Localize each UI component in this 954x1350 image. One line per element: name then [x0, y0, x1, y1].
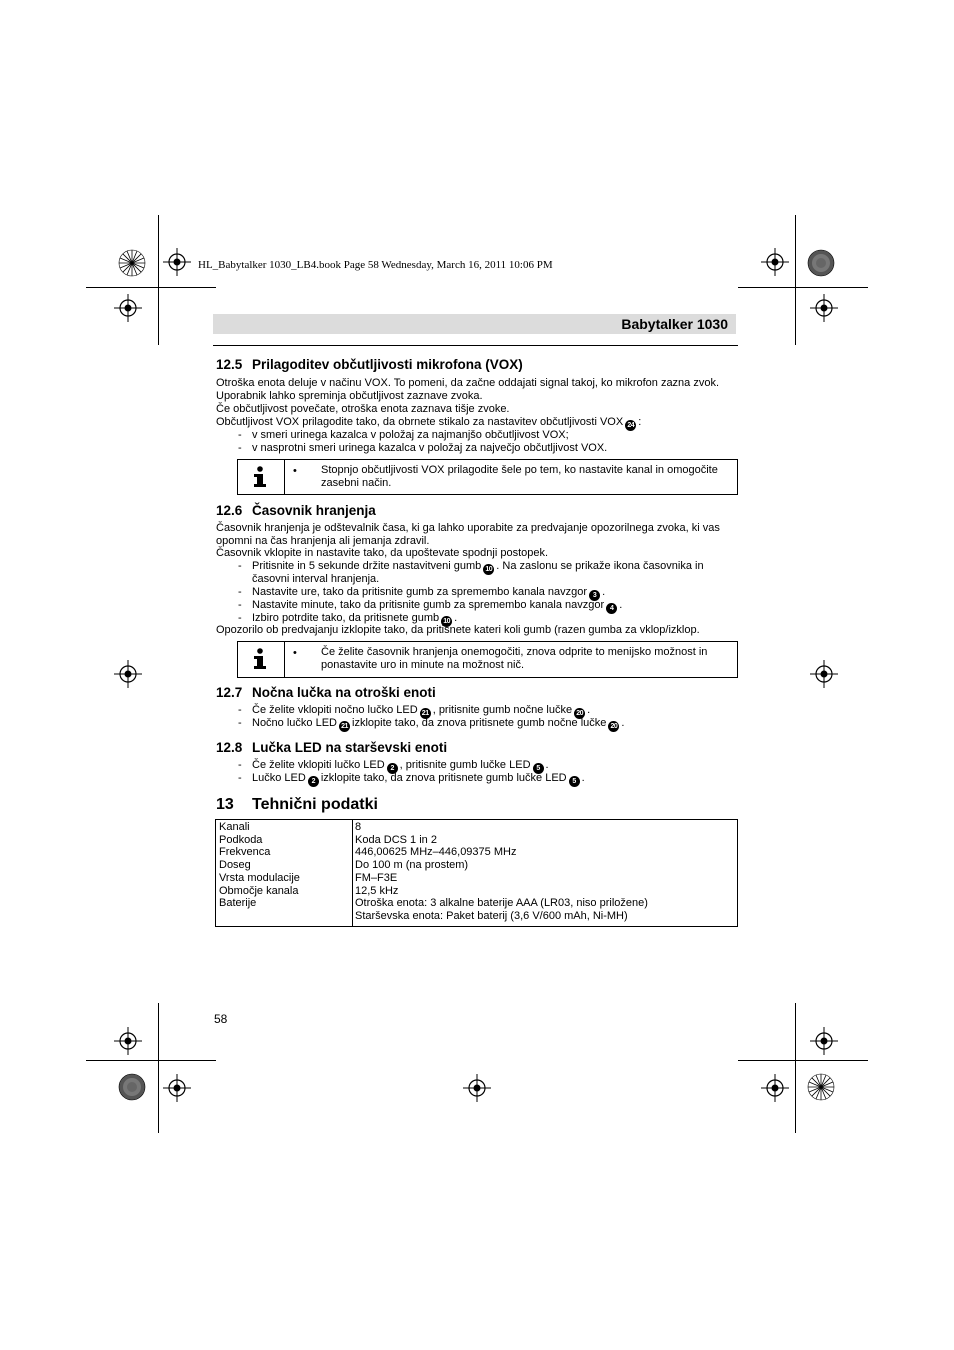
page-number: 58 [214, 1012, 228, 1026]
callout-number-badge: 21 [339, 721, 350, 732]
registration-mark-icon [163, 1074, 191, 1102]
info-icon [252, 648, 268, 670]
running-header [213, 314, 736, 334]
registration-mark-icon [761, 248, 789, 276]
print-slug-line: HL_Babytalker 1030_LB4.book Page 58 Wednesday, March 16, 2011 10:06 PM [198, 259, 553, 271]
spec-labels [219, 821, 300, 910]
callout-number-badge: 4 [606, 603, 617, 614]
callout-number-badge: 3 [589, 590, 600, 601]
registration-mark-icon [761, 1074, 789, 1102]
spec-value: 446,00625 MHz–446,09375 MHz [355, 846, 517, 859]
spec-value: Otroška enota: 3 alkalne baterije AAA (LR03, niso priložene) [355, 897, 648, 910]
spec-label: Doseg [219, 859, 251, 872]
registration-mark-icon [114, 294, 142, 322]
crop-mark [86, 1060, 216, 1061]
section-heading-12-7: 12.7 Nočna lučka na otroški enoti [216, 685, 436, 700]
note-text: Stopnjo občutljivosti VOX prilagodite šele po tem, ko nastavite kanal in omogočite [321, 464, 718, 476]
paragraph-line: Če občutljivost povečate, otroška enota zaznava tišje zvoke. [216, 403, 510, 415]
callout-number-badge: 20 [574, 708, 585, 719]
spec-value: 8 [355, 821, 362, 833]
spec-label: Podkoda [219, 833, 263, 846]
crop-mark [86, 287, 216, 288]
spec-value: Do 100 m (na prostem) [355, 859, 469, 872]
spec-label: Kanali [219, 821, 250, 833]
callout-number-badge: 5 [533, 763, 544, 774]
crop-mark [158, 215, 159, 345]
paragraph-line: Opozorilo ob predvajanju izklopite tako, da pritisnete kateri koli gumb (razen gumba za vklop/izklop. [216, 624, 700, 636]
gray-target-icon [118, 1073, 146, 1101]
crop-mark [158, 1003, 159, 1133]
crop-mark [738, 287, 868, 288]
chapter-heading-13: 13 Tehnični podatki [216, 796, 378, 813]
crop-mark [795, 215, 796, 345]
registration-mark-icon [810, 1027, 838, 1055]
bullet: • [293, 465, 297, 477]
callout-number-badge: 20 [608, 721, 619, 732]
spec-label: Območje kanala [219, 884, 299, 897]
crop-mark [795, 1003, 796, 1133]
registration-mark-icon [810, 294, 838, 322]
crop-mark [738, 1060, 868, 1061]
paragraph-line: Časovnik hranjenja je odštevalnik časa, ki ga lahko uporabite za predvajanje opozorilnega zvoka, ki vas [216, 522, 720, 534]
paragraph-line: Časovnik vklopite in nastavite tako, da upoštevate spodnji postopek. [216, 547, 549, 559]
spec-value: Koda DCS 1 in 2 [355, 833, 437, 846]
section-heading-12-5: 12.5 Prilagoditev občutljivosti mikrofona (VOX) [216, 357, 523, 372]
spec-values [355, 821, 648, 923]
spec-label: Baterije [219, 897, 257, 910]
callout-number-badge: 10 [483, 564, 494, 575]
info-icon [252, 466, 268, 488]
spec-value: Starševska enota: Paket baterij (3,6 V/600 mAh, Ni-MH) [355, 909, 628, 922]
gray-target-icon [807, 249, 835, 277]
callout-number-badge: 2 [308, 776, 319, 787]
callout-number-badge: 10 [441, 616, 452, 627]
header-title: Babytalker 1030 [621, 316, 728, 332]
spec-table [215, 819, 738, 927]
star-target-icon [118, 249, 146, 277]
paragraph-line: Otroška enota deluje v načinu VOX. To pomeni, da začne oddajati signal takoj, ko mikrofon zazna zvok. [216, 377, 720, 389]
callout-number-badge: 21 [420, 708, 431, 719]
registration-mark-icon [810, 660, 838, 688]
registration-mark-icon [114, 1027, 142, 1055]
note-text: Če želite časovnik hranjenja onemogočiti, znova odprite to menijsko možnost in [321, 646, 708, 658]
section-heading-12-6: 12.6 Časovnik hranjenja [216, 503, 376, 518]
paragraph-line: opomni na čas hranjenja ali jemanja zdravil. [216, 535, 430, 547]
spec-value: 12,5 kHz [355, 884, 399, 897]
header-rule [213, 345, 738, 346]
info-note-box [237, 641, 738, 678]
spec-label: Vrsta modulacije [219, 871, 300, 884]
paragraph-line: Uporabnik lahko spreminja občutljivost zaznave zvoka. [216, 390, 483, 402]
info-note-box [237, 459, 738, 495]
callout-number-badge: 24 [625, 420, 636, 431]
note-text: zasebni način. [321, 477, 392, 489]
note-text: ponastavite uro in minute na možnost nič. [321, 659, 525, 671]
spec-label: Frekvenca [219, 846, 271, 859]
star-target-icon [807, 1073, 835, 1101]
paragraph-line: Občutljivost VOX prilagodite tako, da obrnete stikalo za nastavitev občutljivosti VOX 24 : [216, 416, 642, 429]
registration-mark-icon [463, 1074, 491, 1102]
bullet: • [293, 647, 297, 659]
callout-number-badge: 5 [569, 776, 580, 787]
spec-value: FM–F3E [355, 871, 398, 884]
section-heading-12-8: 12.8 Lučka LED na starševski enoti [216, 740, 448, 755]
callout-number-badge: 2 [387, 763, 398, 774]
registration-mark-icon [114, 660, 142, 688]
registration-mark-icon [163, 248, 191, 276]
